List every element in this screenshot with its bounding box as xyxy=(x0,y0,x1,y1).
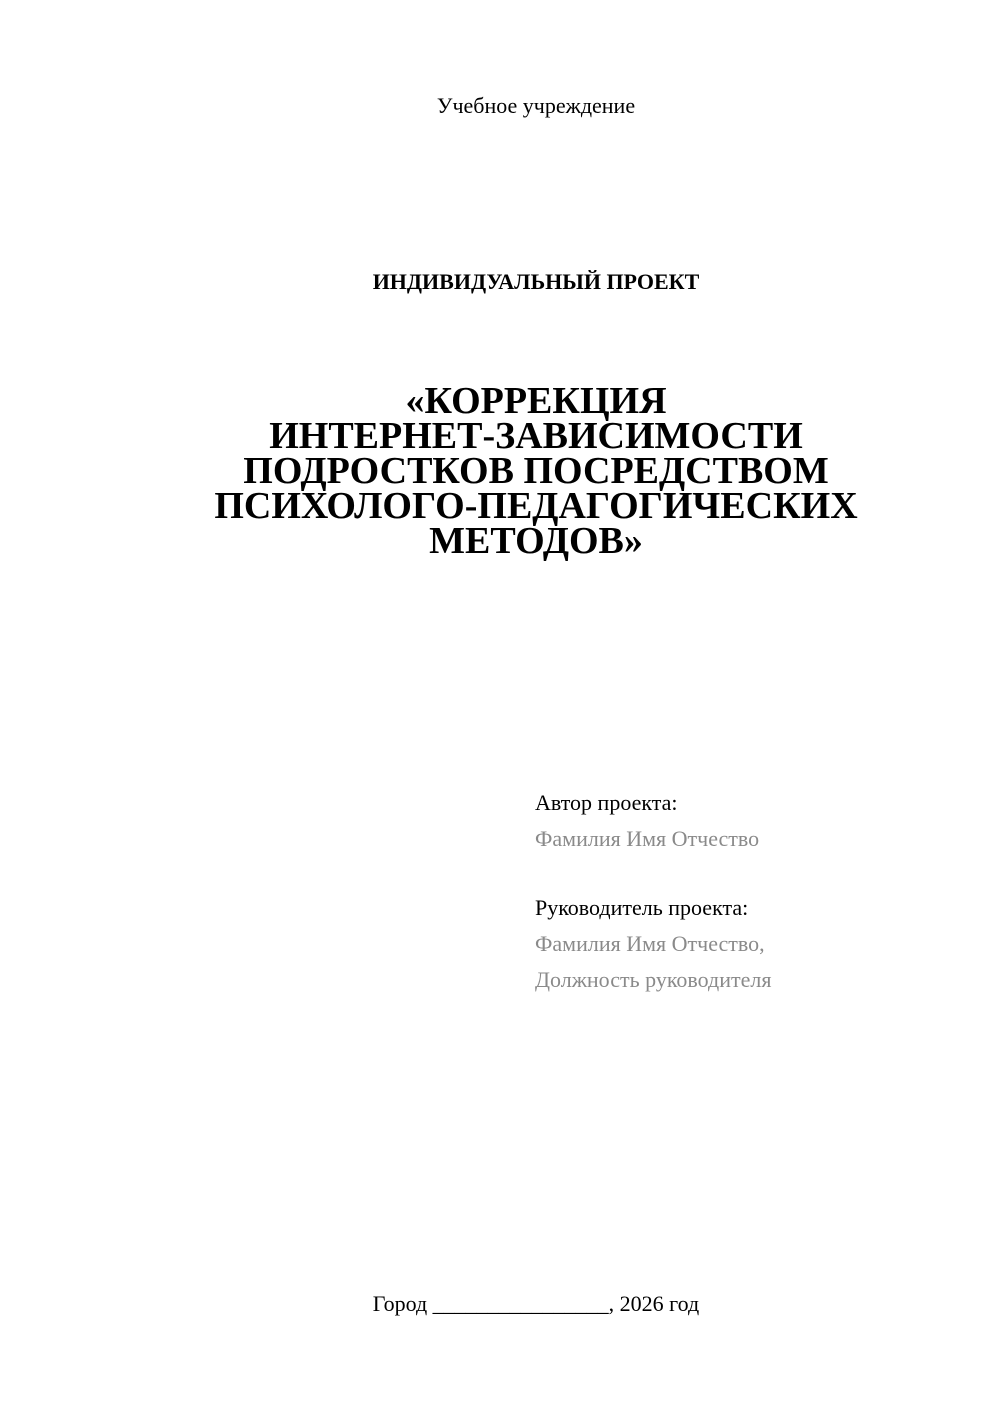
city-year-line: Город ________________, 2026 год xyxy=(372,1291,700,1316)
author-label: Автор проекта: xyxy=(535,790,678,815)
author-name: Фамилия Имя Отчество xyxy=(535,826,760,851)
document-type: ИНДИВИДУАЛЬНЫЙ ПРОЕКТ xyxy=(372,269,700,294)
institution-name: Учебное учреждение xyxy=(436,93,636,118)
project-title-line: ИНТЕРНЕТ-ЗАВИСИМОСТИ xyxy=(269,415,803,457)
project-title xyxy=(0,380,1000,562)
project-title-line: «КОРРЕКЦИЯ xyxy=(405,380,667,422)
supervisor-name: Фамилия Имя Отчество, xyxy=(535,931,765,956)
supervisor-position: Должность руководителя xyxy=(535,967,772,992)
project-title-line: ПСИХОЛОГО-ПЕДАГОГИЧЕСКИХ xyxy=(214,485,858,527)
author-block xyxy=(535,785,759,857)
supervisor-label: Руководитель проекта: xyxy=(535,895,749,920)
project-title-line: ПОДРОСТКОВ ПОСРЕДСТВОМ xyxy=(243,450,829,492)
supervisor-block xyxy=(535,890,771,998)
project-title-line: МЕТОДОВ» xyxy=(429,520,643,562)
